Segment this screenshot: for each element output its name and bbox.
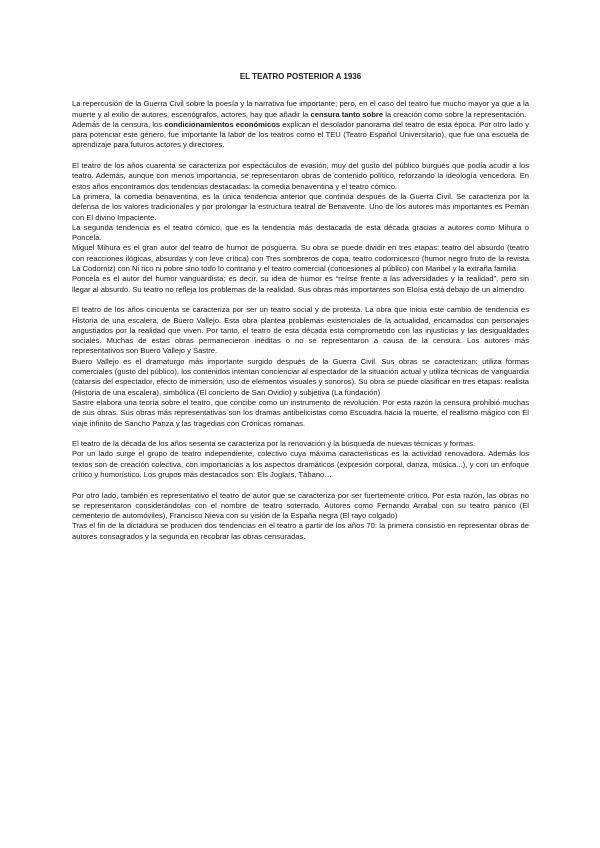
document-page bbox=[72, 72, 529, 542]
text-run: La repercusión de la Guerra Civil sobre la poesía y la narrativa fue importante; pero, en el caso del teatro fue mucho mayor ya que a la muerte y al exilio de autores, escenógrafos, actores, hay que añadir la bbox=[72, 99, 529, 119]
paragraph: Poncela es el autor del humor vanguardista; es decir, su idea de humor es “reírse frente a las adversidades y la realidad”, pero sin llegar al absurdo. Su teatro no refleja los problemas de la realidad. Sus obras más importantes son Eloísa está debajo de un almendro. bbox=[72, 274, 529, 294]
paragraph: Por un lado surge el grupo de teatro independiente, colectivo cuya máxima características es la actividad renovadora. Además los textos son de creación colectiva, con importancias a los aspectos dramáticos (expresión corporal, danza, música...), y con un enfoque crítico y humorístico. Los grupos más destacados son: Els Joglars, Tábano… bbox=[72, 449, 529, 479]
section-intro bbox=[72, 99, 529, 150]
paragraph: El teatro de los años cuarenta se caracteriza por espectáculos de evasión, muy del gusto del público burgués que podía acudir a los teatro. Además, aunque con menos importancia, se representaron obras de contenido político, reforzando la ideología vencedora. En estos años encontramos dos tendencias destacadas: la comedia benaventina y el teatro cómico. bbox=[72, 161, 529, 191]
paragraph: El teatro de los años cincuenta se caracteriza por ser un teatro social y de protesta. La obra que inicia este cambio de tendencia es Historia de una escalera, de Buero Vallejo. Esta obra plantea problemas existenciales de la actualidad, encarnados con personajes angustiados por la realidad que viven. Por tanto, el teatro de esta década está comprometido con las injusticias y las desigualdades sociales. Muchas de estas obras permanecieron inéditas o no se representaron a causa de la censura. Los autores más representativos son Buero Vallejo y Sastre. bbox=[72, 305, 529, 356]
bold-text: censura tanto sobre bbox=[310, 109, 384, 119]
text-run: la creación como sobre la representación. bbox=[383, 109, 527, 119]
paragraph: El teatro de la década de los años sesenta se caracteriza por la renovación y la búsqueda de nuevas técnicas y formas. bbox=[72, 439, 476, 449]
section-cuarenta bbox=[72, 161, 529, 295]
paragraph: Por otro lado, también es representativo el teatro de autor que se caracteriza por ser fuertemente crítico. Por esta razón, las obras no se representaron considerándolas con el nombre de teatro soterrado. Autores como Fernando Arrabal con su teatro pánico (El cementerio de automóviles), Francisco Nieva con su visión de la España negra (El rayo colgado) bbox=[72, 490, 529, 521]
page-title: EL TEATRO POSTERIOR A 1936 bbox=[239, 72, 362, 81]
paragraph: Sastre elabora una teoría sobre el teatro, que concibe como un instrumento de revolución. Por esta razón la censura prohibió muchas de sus obras. Sus obras más representativas son los dramas antibelicistas como Escuadra hacia la muerte, el realismo mágico con El viaje infinito de Sancho Panza y las tragedias con Crónicas romanas. bbox=[72, 397, 529, 428]
section-sesenta bbox=[72, 439, 529, 480]
paragraph: La primera, la comedia benaventina, es la única tendencia anterior que continúa después de la Guerra Civil. Se caracteriza por la defensa de los valores tradicionales y por prolongar la estructura teatral de Benavente. Uno de los autores más importantes es Pemán con El divino Impaciente. bbox=[72, 191, 529, 222]
text-run: explican el desolador panorama del teatro de esta época. Por otro lado y para potenciar este género, fue importante la labor de los teatros como el TEU (Teatro Español Universitario), que fue una escuela de aprendizaje para futuros actores y directores. bbox=[72, 119, 529, 150]
paragraph: Miguel Mihura es el gran autor del teatro de humor de posguerra. Su obra se puede dividir en tres etapas: teatro del absurdo (teatro con reacciones ilógicas, absurdas y con leve crítica) con Tres sombreros de copa, teatro codornicesco (humor negro fruto de la revista La Codorniz) con Ni rico ni pobre sino todo lo contrario y el teatro comercial (concesiones al público) con Maribel y la extraña familia. bbox=[72, 243, 529, 274]
paragraph: La segunda tendencia es el teatro cómico, que es la tendencia más destacada de esta década gracias a autores como Mihura o Poncela. bbox=[72, 222, 529, 243]
paragraph bbox=[72, 99, 529, 120]
text-run: Además de la censura, los bbox=[72, 119, 165, 129]
paragraph bbox=[72, 120, 529, 151]
section-autor bbox=[72, 491, 529, 542]
paragraph: Tras el fin de la dictadura se producen dos tendencias en el teatro a partir de los años 70: la primera consistió en representar obras de autores consagrados y la segunda en recobrar las obras censuradas. bbox=[72, 521, 529, 541]
section-cincuenta bbox=[72, 305, 529, 429]
bold-text: condicionamientos económicos bbox=[164, 119, 281, 129]
paragraph: Buero Vallejo es el dramaturgo más importante surgido después de la Guerra Civil. Sus obras se caracterizan: utiliza formas comerciales (gusto del público), los contenidos intentan concienciar al espectador de la situación actual y utiliza técnicas de vanguardia (catarsis del espectador, efecto de inmersión, uso de elementos visuales y sonoros). Su obra se puede clasificar en tres etapas: realista (Historia de una escalera), simbólica (El concierto de San Ovidio) y subjetiva (La fundación) bbox=[72, 356, 529, 397]
